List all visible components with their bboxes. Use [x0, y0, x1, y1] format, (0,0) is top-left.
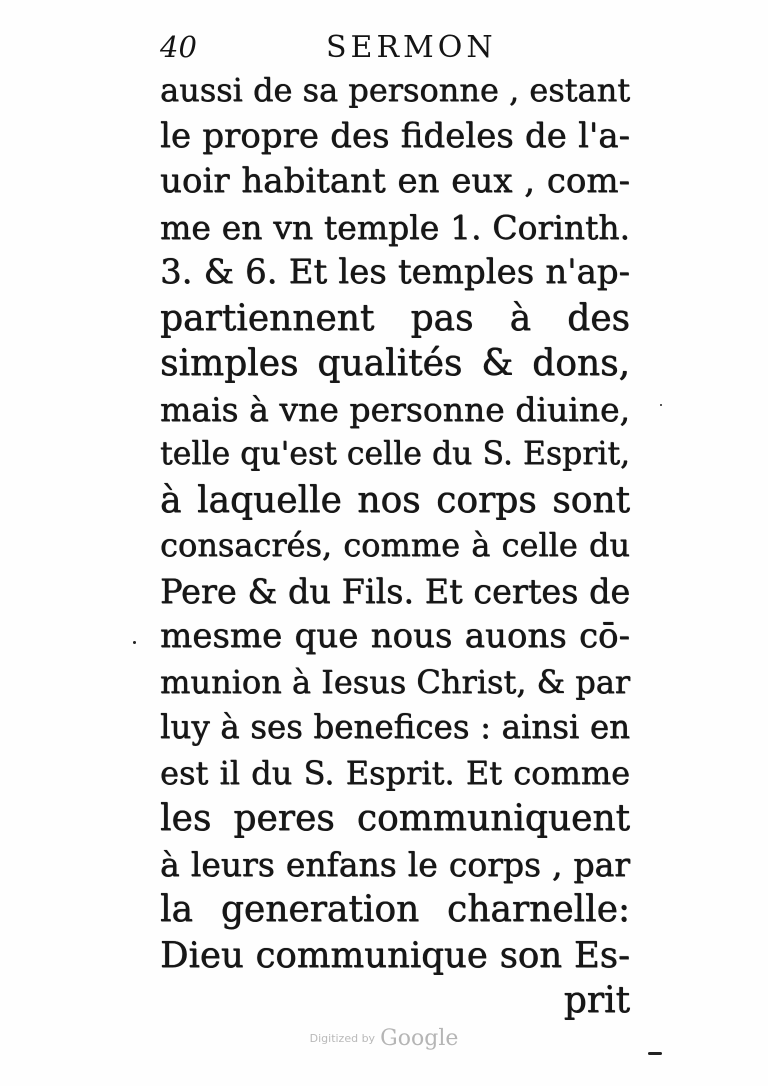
google-watermark: [0, 1026, 768, 1051]
text-line: munion à Iesus Christ, & par: [160, 662, 631, 701]
text-line: mais à vne personne diuine,: [160, 389, 630, 429]
page-number: 40: [160, 30, 197, 64]
ink-speck: [133, 641, 136, 644]
text-line: consacrés, comme à celle du: [160, 526, 630, 564]
text-line: mesme que nous auons cō-: [160, 616, 630, 656]
text-line: telle qu'est celle du S. Esprit,: [160, 436, 630, 472]
text-line: à laquelle nos corps sont: [160, 479, 630, 521]
running-head: SERMON: [326, 30, 497, 65]
body-text: [160, 68, 630, 1024]
catchword: prit: [563, 980, 630, 1021]
text-line: Dieu communique son Es-: [160, 934, 630, 976]
text-line: la generation charnelle:: [160, 889, 630, 930]
watermark-prefix: Digitized by: [309, 1032, 376, 1045]
watermark-brand: Google: [380, 1026, 459, 1051]
ink-speck: [660, 404, 662, 406]
text-line: simples qualités & dons,: [160, 343, 630, 384]
text-line: uoir habitant en eux , com-: [160, 161, 630, 201]
text-line: Pere & du Fils. Et certes de: [160, 571, 631, 611]
text-line: le propre des fideles de l'a-: [160, 115, 630, 156]
text-line: aussi de sa personne , estant: [160, 71, 631, 109]
page-header: [160, 28, 630, 68]
ink-speck: [648, 1052, 662, 1055]
text-line: luy à ses benefices : ainsi en: [160, 708, 630, 746]
text-line: à leurs enfans le corps , par: [160, 844, 630, 884]
text-line: me en vn temple 1. Corinth.: [160, 207, 630, 247]
text-line: les peres communiquent: [160, 798, 630, 839]
text-line: est il du S. Esprit. Et comme: [160, 753, 630, 792]
text-line: 3. & 6. Et les temples n'ap-: [160, 252, 630, 292]
text-line: partiennent pas à des: [160, 297, 630, 339]
